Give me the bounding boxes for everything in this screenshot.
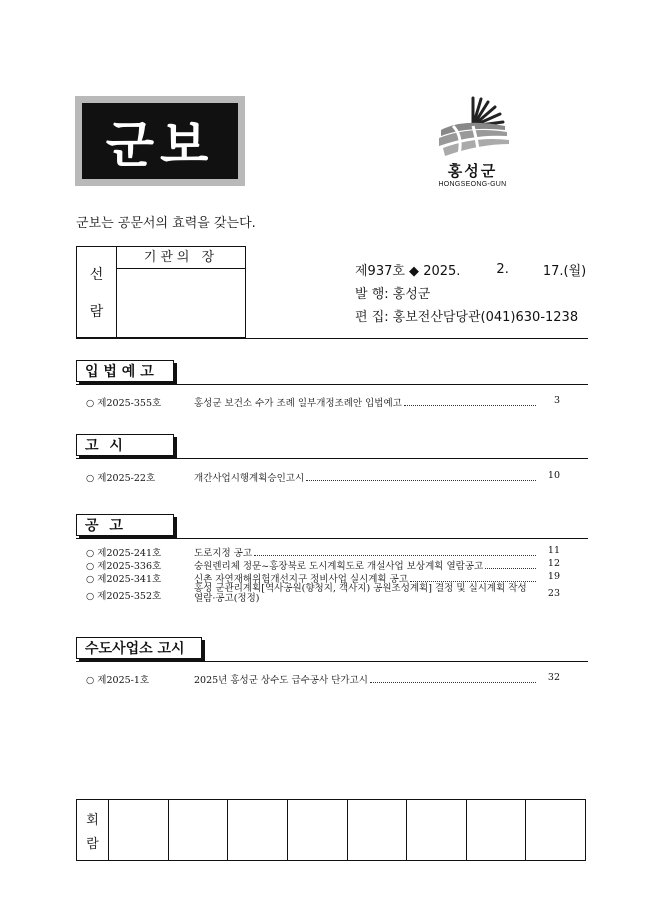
effect-note: 군보는 공문서의 효력을 갖는다. bbox=[76, 216, 256, 231]
masthead-title-box bbox=[75, 96, 245, 186]
hongseong-logo bbox=[425, 96, 520, 196]
entry-title: 숭원렌리체 정문~홍장북로 도시계획도로 개설사업 보상계획 열람공고 bbox=[194, 561, 484, 572]
section-divider bbox=[76, 661, 588, 662]
review-label-bottom: 람 bbox=[86, 836, 99, 852]
editor: 홍보전산담당관(041)630-1238 bbox=[392, 310, 579, 325]
publisher-key: 발 행: bbox=[355, 287, 389, 302]
section-header-legislation: 입 법 예 고 bbox=[76, 360, 174, 382]
entry-title: 개간사업시행계획승인고시 bbox=[194, 473, 305, 484]
review-grid-label bbox=[77, 800, 109, 860]
issue-number: 제937호 ◆ 2025. bbox=[355, 264, 461, 279]
review-cell[interactable] bbox=[526, 800, 585, 860]
section-divider bbox=[76, 384, 588, 385]
section-divider bbox=[76, 458, 588, 459]
entry-title: 홍성군 보건소 수가 조례 일부개정조례안 입법예고 bbox=[194, 398, 402, 409]
entry-title: 신촌 자연재해위험개선지구 정비사업 실시계획 공고 bbox=[194, 574, 408, 585]
issue-number-line bbox=[355, 258, 586, 281]
entry-number: ○ 제2025-1호 bbox=[86, 675, 150, 686]
section-divider bbox=[76, 538, 588, 539]
entry-title-line1: 홍성 군관리계획[역사공원(향청지, 객사지) 공원조성계획] 결정 및 실시계획 작성 bbox=[194, 583, 527, 594]
entry-number: ○ 제2025-352호 bbox=[86, 591, 162, 602]
entry-title: 도로지정 공고 bbox=[194, 548, 253, 559]
review-cell[interactable] bbox=[467, 800, 527, 860]
entry-number: ○ 제2025-22호 bbox=[86, 473, 156, 484]
review-label-top: 회 bbox=[86, 812, 99, 828]
entry-number: ○ 제2025-341호 bbox=[86, 574, 162, 585]
review-cell[interactable] bbox=[288, 800, 348, 860]
entry-page: 3 bbox=[553, 395, 560, 406]
masthead-title: 군보 bbox=[82, 103, 238, 179]
publisher-line bbox=[355, 281, 586, 304]
entry-page: 23 bbox=[547, 588, 560, 599]
review-grid bbox=[76, 799, 586, 861]
issue-day: 17.(월) bbox=[542, 264, 587, 279]
entry-page: 11 bbox=[547, 545, 560, 556]
sun-emblem-icon bbox=[433, 96, 513, 158]
entry-page: 12 bbox=[547, 558, 560, 569]
entry-number: ○ 제2025-355호 bbox=[86, 398, 162, 409]
logo-name: 홍성군 bbox=[447, 162, 498, 180]
review-cell[interactable] bbox=[407, 800, 467, 860]
publisher: 홍성군 bbox=[392, 287, 431, 302]
circulation-label-bottom: 람 bbox=[89, 303, 104, 320]
entry-number: ○ 제2025-336호 bbox=[86, 561, 162, 572]
entry-number: ○ 제2025-241호 bbox=[86, 548, 162, 559]
issue-month: 2. bbox=[496, 262, 509, 277]
entry-page: 32 bbox=[547, 672, 560, 683]
logo-subtitle: HONGSEONG-GUN bbox=[438, 181, 507, 188]
review-cell[interactable] bbox=[109, 800, 169, 860]
review-cell[interactable] bbox=[348, 800, 408, 860]
circulation-header: 기관의 장 bbox=[117, 247, 245, 269]
section-header-waterworks: 수도사업소 고시 bbox=[76, 637, 202, 659]
entry-page: 10 bbox=[547, 470, 560, 481]
entry-title: 2025년 홍성군 상수도 급수공사 단가고시 bbox=[194, 675, 368, 686]
entry-page: 19 bbox=[547, 571, 560, 582]
section-header-announcement: 공 고 bbox=[76, 514, 174, 536]
section-header-notice: 고 시 bbox=[76, 434, 174, 456]
circulation-label bbox=[77, 247, 117, 337]
circulation-table bbox=[76, 246, 246, 338]
circulation-label-top: 선 bbox=[89, 266, 104, 283]
review-cell[interactable] bbox=[228, 800, 288, 860]
editor-line bbox=[355, 304, 586, 327]
header-rule bbox=[76, 338, 588, 339]
entry-title-line2: 열람·공고(정정) bbox=[194, 593, 260, 604]
editor-key: 편 집: bbox=[355, 310, 389, 325]
review-cell[interactable] bbox=[169, 800, 229, 860]
issue-info bbox=[355, 258, 586, 327]
